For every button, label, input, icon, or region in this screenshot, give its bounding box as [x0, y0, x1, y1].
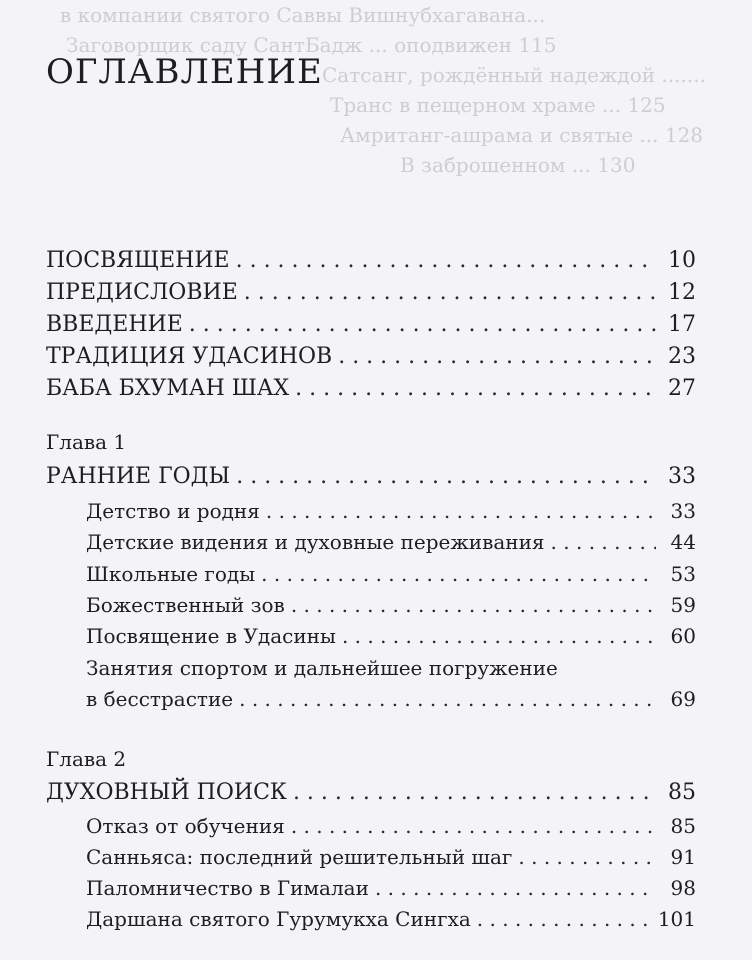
toc-entry[interactable]: [0, 814, 752, 838]
page-number: 98: [670, 876, 696, 900]
dot-leader: [295, 376, 656, 401]
page-number: 27: [668, 376, 696, 401]
page-number: 33: [670, 499, 696, 523]
page-number: 12: [668, 280, 696, 305]
dot-leader: [293, 780, 656, 805]
dot-leader: [244, 280, 656, 305]
page-number: 10: [668, 248, 696, 273]
entry-label: ТРАДИЦИЯ УДАСИНОВ: [46, 344, 333, 369]
dot-leader: [342, 624, 656, 648]
dot-leader: [236, 248, 656, 273]
entry-label: БАБА БХУМАН ШАХ: [46, 376, 290, 401]
bleed-line: Заговорщик саду СантБадж ... оподвижен 115: [66, 33, 557, 57]
dot-leader: [291, 593, 656, 617]
page-number: 53: [670, 562, 696, 586]
bleed-line: В заброшенном ... 130: [400, 153, 636, 177]
toc-entry[interactable]: [0, 907, 752, 931]
toc-entry[interactable]: [0, 344, 752, 369]
entry-label: Божественный зов: [86, 593, 285, 617]
toc-entry[interactable]: [0, 562, 752, 586]
entry-label: Школьные годы: [86, 562, 256, 586]
dot-leader: [375, 876, 656, 900]
entry-label: ПРЕДИСЛОВИЕ: [46, 280, 238, 305]
entry-label: ВВЕДЕНИЕ: [46, 312, 183, 337]
dot-leader: [291, 814, 656, 838]
dot-leader: [261, 562, 656, 586]
toc-entry[interactable]: [0, 845, 752, 869]
entry-label: Детство и родня: [86, 499, 260, 523]
dot-leader: [239, 687, 656, 711]
page-number: 91: [670, 845, 696, 869]
bleed-line: Сатсанг, рождённый надеждой .......: [322, 63, 706, 87]
bleed-line: Амританг-ашрама и святые ... 128: [340, 123, 704, 147]
toc-chapter-entry[interactable]: [0, 464, 752, 489]
page-number: 33: [668, 464, 696, 489]
entry-label: Санньяса: последний решительный шаг: [86, 845, 513, 869]
toc-entry[interactable]: [0, 530, 752, 554]
page-number: 101: [657, 907, 696, 931]
page-number: 59: [670, 593, 696, 617]
dot-leader: [518, 845, 656, 869]
page-title: ОГЛАВЛЕНИЕ: [46, 52, 323, 92]
entry-label: Паломничество в Гималаи: [86, 876, 369, 900]
chapter-title: РАННИЕ ГОДЫ: [46, 464, 231, 489]
bleed-line: Транс в пещерном храме ... 125: [330, 93, 666, 117]
dot-leader: [477, 907, 652, 931]
dot-leader: [189, 312, 656, 337]
toc-entry[interactable]: [0, 593, 752, 617]
page-number: 23: [668, 344, 696, 369]
chapter-title: ДУХОВНЫЙ ПОИСК: [46, 780, 287, 805]
page-number: 17: [668, 312, 696, 337]
entry-label: Детские видения и духовные переживания: [86, 530, 545, 554]
entry-label: Отказ от обучения: [86, 814, 285, 838]
toc-entry[interactable]: [0, 312, 752, 337]
toc-entry[interactable]: [0, 376, 752, 401]
dot-leader: [338, 344, 656, 369]
page-number: 85: [668, 780, 696, 805]
page-number: 44: [670, 530, 696, 554]
toc-entry[interactable]: [0, 280, 752, 305]
entry-label-line[interactable]: Занятия спортом и дальнейшее погружение: [86, 656, 558, 680]
page-number: 69: [670, 687, 696, 711]
page-number: 60: [670, 624, 696, 648]
entry-label: Даршана святого Гурумукха Сингха: [86, 907, 471, 931]
bleed-line: в компании святого Саввы Вишнубхагавана...: [60, 3, 546, 27]
page-number: 85: [670, 814, 696, 838]
toc-entry[interactable]: [0, 687, 752, 711]
entry-label: ПОСВЯЩЕНИЕ: [46, 248, 230, 273]
entry-label: Посвящение в Удасины: [86, 624, 336, 648]
dot-leader: [266, 499, 656, 523]
toc-chapter-entry[interactable]: [0, 780, 752, 805]
toc-entry[interactable]: [0, 624, 752, 648]
dot-leader: [551, 530, 656, 554]
chapter-label: Глава 2: [46, 747, 127, 771]
dot-leader: [236, 464, 656, 489]
toc-entry[interactable]: [0, 499, 752, 523]
chapter-label: Глава 1: [46, 430, 127, 454]
toc-entry[interactable]: [0, 876, 752, 900]
toc-entry[interactable]: [0, 248, 752, 273]
entry-label: в бесстрастие: [86, 687, 234, 711]
